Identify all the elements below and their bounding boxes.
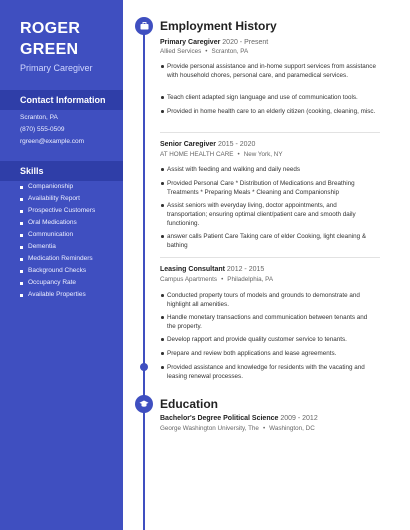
briefcase-icon [135, 17, 153, 35]
skill-item: Available Properties [20, 289, 95, 301]
divider [160, 132, 380, 133]
duty-item: Prepare and review both applications and lease agreements. [167, 349, 377, 358]
contact-phone: (870) 555-0509 [20, 126, 65, 133]
sidebar [0, 0, 123, 530]
divider [160, 257, 380, 258]
job-company: Campus Apartments [160, 276, 218, 283]
skill-item: Companionship [20, 181, 95, 193]
education-heading: Education [160, 397, 219, 411]
job-title: Primary Caregiver [160, 39, 221, 46]
job-employer-line: Allied Services • Scranton, PA [160, 48, 249, 55]
job-employer-line: AT HOME HEALTH CARE • New York, NY [160, 151, 283, 158]
job-location: Philadelphia, PA [227, 276, 274, 283]
duty-item: Handle monetary transactions and communication between tenants and the property. [167, 313, 377, 331]
bullet-icon [20, 186, 23, 189]
degree-line [160, 415, 318, 422]
school: George Washington University, The [160, 425, 259, 432]
candidate-name [20, 18, 80, 60]
job-employer-line: Campus Apartments • Philadelphia, PA [160, 276, 274, 283]
bullet-icon [20, 282, 23, 285]
timeline-dot [140, 363, 148, 371]
skill-item: Prospective Customers [20, 205, 95, 217]
duty-item: Conducted property tours of models and grounds to demonstrate and highlight all amenities. [167, 291, 377, 309]
bullet-icon [20, 246, 23, 249]
bullet-icon [20, 294, 23, 297]
degree: Bachelor's Degree Political Science [160, 415, 279, 422]
skill-item: Occupancy Rate [20, 277, 95, 289]
job-company: AT HOME HEALTH CARE [160, 151, 234, 158]
skills-list [20, 181, 95, 301]
skill-item: Background Checks [20, 265, 95, 277]
contact-city: Scranton, PA [20, 114, 58, 121]
timeline-line [143, 32, 145, 530]
bullet-icon [20, 198, 23, 201]
duty-item: Provide personal assistance and in-home support services from assistance with household chores, personal care, and paramedical services. [167, 63, 376, 79]
employment-heading: Employment History [160, 19, 277, 33]
duty-item: Provided Personal Care * Distribution of Medications and Breathing Treatments * Preparing Meals * Cleaning and Companionship [167, 179, 377, 197]
bullet-icon [20, 234, 23, 237]
duty-item: Provided in home health care to an elderly citizen (cooking, cleaning, misc. [167, 108, 376, 115]
duty-item: Assist with feeding and walking and daily needs [167, 165, 377, 174]
skills-heading: Skills [0, 161, 123, 181]
job-location: Scranton, PA [211, 48, 249, 55]
school-location: Washington, DC [269, 425, 315, 432]
duty-item: Provided assistance and knowledge for residents with the vacating and leasing renewal processes. [167, 363, 377, 381]
contact-heading: Contact Information [0, 90, 123, 110]
job-dates: 2020 - Present [222, 39, 269, 46]
school-line: George Washington University, The • Washington, DC [160, 425, 315, 432]
education-dates: 2009 - 2012 [280, 415, 318, 422]
job-title-line [160, 141, 255, 148]
job-location: New York, NY [243, 151, 283, 158]
skill-item: Communication [20, 229, 95, 241]
bullet-icon [20, 270, 23, 273]
skill-item: Medication Reminders [20, 253, 95, 265]
contact-email: rgreen@example.com [20, 138, 85, 145]
bullet-icon [20, 222, 23, 225]
duty-item: Assist seniors with everyday living, doctor appointments, and transportation; ensuring optimal client/patient care and smooth daily functioning. [167, 201, 377, 228]
candidate-role: Primary Caregiver [20, 63, 93, 73]
job-dates: 2015 - 2020 [217, 141, 256, 148]
skill-item: Oral Medications [20, 217, 95, 229]
duty-item: Teach client adapted sign language and use of communication tools. [167, 93, 377, 102]
skill-item: Availability Report [20, 193, 95, 205]
bullet-icon [20, 210, 23, 213]
job-dates: 2012 - 2015 [226, 266, 265, 273]
duty-item: Develop rapport and provide quality customer service to tenants. [167, 335, 377, 344]
bullet-icon [20, 258, 23, 261]
last-name: GREEN [20, 41, 79, 58]
first-name: ROGER [20, 20, 81, 37]
job-title-line [160, 266, 264, 273]
duty-item: answer calls Patient Care Taking care of elder Cooking, light cleaning & bathing [167, 232, 377, 250]
graduation-cap-icon [135, 395, 153, 413]
job-title-line [160, 39, 268, 46]
job-title: Senior Caregiver [160, 141, 217, 148]
job-title: Leasing Consultant [160, 266, 225, 273]
skill-item: Dementia [20, 241, 95, 253]
job-company: Allied Services [160, 48, 202, 55]
